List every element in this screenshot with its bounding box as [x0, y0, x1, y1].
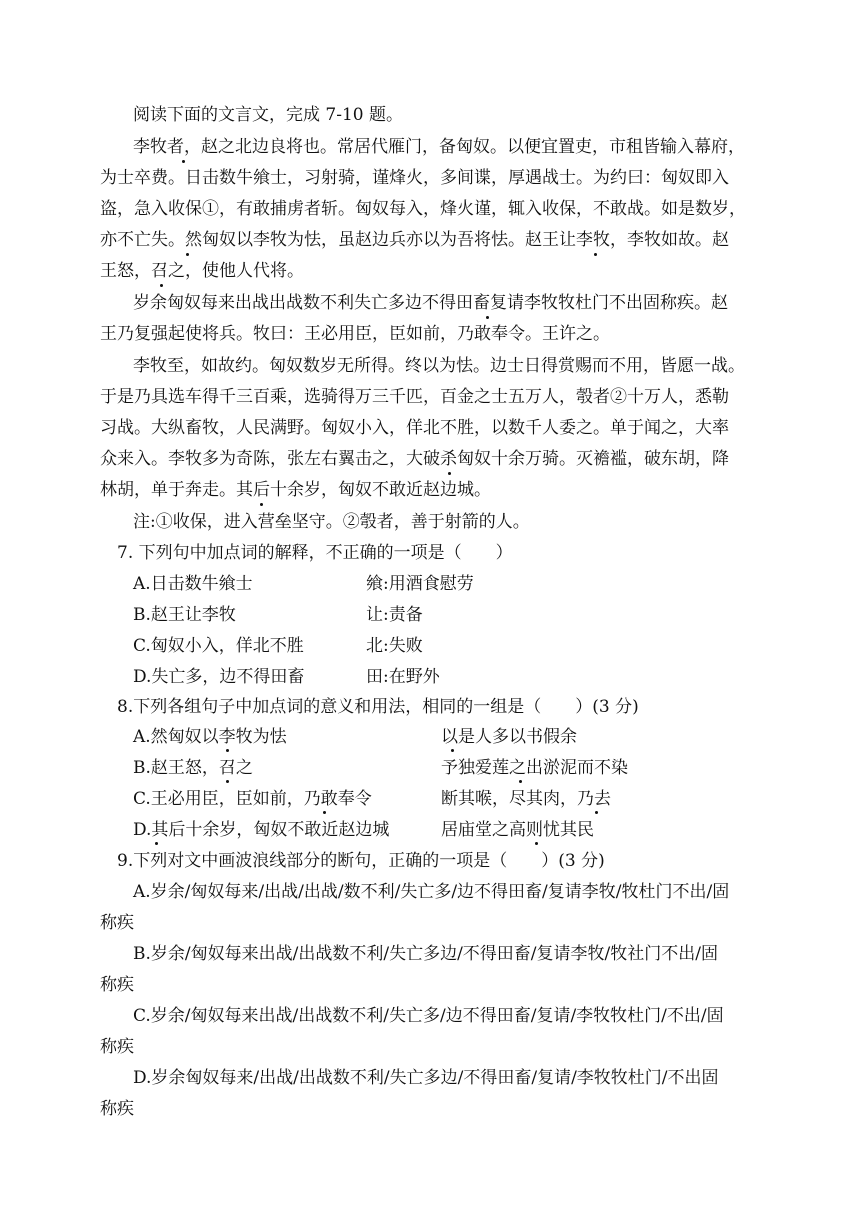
option-b-wrap: 称疾 [100, 975, 134, 995]
emphasis-dot [226, 780, 229, 783]
passage-line: 习战。大纵畜牧，人民满野。匈奴小入，佯北不胜，以数千人委之。单于闻之，大率 [100, 418, 729, 438]
option-c: C.岁余/匈奴每来出战/出战数不利/失亡多/边不得田畜/复请/李牧牧杜门/不出/固 [133, 1006, 724, 1026]
passage-line: 为士卒费。日击数牛飨士，习射骑，谨烽火，多间谍，厚遇战士。为约曰：匈奴即入 [100, 168, 729, 188]
passage-line: 王乃复强起使将兵。牧曰：王必用臣，臣如前，乃敢奉令。王许之。 [100, 324, 610, 344]
passage-line: 李牧至，如故约。匈奴数岁无所得。终以为怯。边士日得赏赐而不用，皆愿一战。 [133, 356, 745, 376]
emphasis-dot [486, 316, 489, 319]
option-a-wrap: 称疾 [100, 913, 134, 933]
option-c: C.王必用臣，臣如前，乃敢奉令 [133, 789, 372, 809]
passage-line: 亦不亡失。然匈奴以李牧为怯，虽赵边兵亦以为吾将怯。赵王让李牧，李牧如故。赵 [100, 230, 729, 250]
emphasis-dot [160, 284, 163, 287]
emphasis-dot [535, 842, 538, 845]
option-d-gloss: 田:在野外 [366, 667, 440, 687]
option-d-compare: 居庙堂之高则忧其民 [441, 820, 594, 840]
option-c: C.匈奴小入，佯北不胜 [133, 636, 304, 656]
emphasis-dot [182, 160, 185, 163]
option-b: B.赵王让李牧 [133, 605, 236, 625]
emphasis-dot [186, 253, 189, 256]
passage-line: 林胡，单于奔走。其后十余岁，匈奴不敢近赵边城。 [100, 480, 491, 500]
question-stem: 8.下列各组句子中加点词的意义和用法，相同的一组是（ ）(3 分) [117, 697, 639, 717]
option-c-gloss: 北:失败 [366, 636, 423, 656]
passage-line: 众来入。李牧多为奇陈，张左右翼击之，大破杀匈奴十余万骑。灭襜褴，破东胡，降 [100, 449, 729, 469]
option-a: A.岁余/匈奴每来/出战/出战/数不利/失亡多/边不得田畜/复请李牧/牧杜门不出/固 [133, 882, 730, 902]
option-d: D.岁余匈奴每来/出战/出战数不利/失亡多边/不得田畜/复请/李牧牧杜门/不出固 [133, 1068, 719, 1088]
emphasis-dot [155, 842, 158, 845]
option-c-wrap: 称疾 [100, 1037, 134, 1057]
option-b-compare: 予独爱莲之出淤泥而不染 [441, 758, 628, 778]
option-a-compare: 以是人多以书假余 [441, 727, 577, 747]
footnote: 注:①收保，进入营垒坚守。②彀者，善于射箭的人。 [133, 512, 530, 532]
emphasis-dot [594, 253, 597, 256]
emphasis-dot [323, 811, 326, 814]
emphasis-dot [519, 780, 522, 783]
emphasis-dot [260, 503, 263, 506]
option-a-gloss: 飨:用酒食慰劳 [366, 574, 474, 594]
question-stem: 7. 下列句中加点词的解释，不正确的一项是（ ） [117, 543, 513, 563]
option-b: B.赵王怒，召之 [133, 758, 253, 778]
intro-line: 阅读下面的文言文，完成 7-10 题。 [133, 105, 403, 125]
passage-line: 于是乃具选车得千三百乘，选骑得万三千匹，百金之士五万人，彀者②十万人，悉勒 [100, 387, 729, 407]
passage-line: 李牧者，赵之北边良将也。常居代雁门，备匈奴。以便宜置吏，市租皆输入幕府， [133, 137, 745, 157]
question-stem: 9.下列对文中画波浪线部分的断句，正确的一项是（ ）(3 分) [117, 851, 605, 871]
option-d: D.其后十余岁，匈奴不敢近赵边城 [133, 820, 390, 840]
passage-line: 王怒，召之，使他人代将。 [100, 261, 304, 281]
emphasis-dot [448, 472, 451, 475]
passage-line: 盗，急入收保①，有敢捕虏者斩。匈奴每入，烽火谨，辄入收保，不敢战。如是数岁， [100, 199, 746, 219]
emphasis-dot [226, 749, 229, 752]
passage-line: 岁余匈奴每来出战出战数不利失亡多边不得田畜复请李牧牧杜门不出固称疾。赵 [133, 293, 728, 313]
option-b: B.岁余/匈奴每来出战/出战数不利/失亡多边/不得田畜/复请李牧/牧社门不出/固 [133, 944, 718, 964]
emphasis-dot [451, 749, 454, 752]
option-c-compare: 断其喉，尽其肉，乃去 [441, 789, 611, 809]
option-a: A.日击数牛飨士 [133, 574, 253, 594]
option-a: A.然匈奴以李牧为怯 [133, 727, 287, 747]
option-d: D.失亡多，边不得田畜 [133, 667, 305, 687]
emphasis-dot [595, 811, 598, 814]
option-d-wrap: 称疾 [100, 1099, 134, 1119]
option-b-gloss: 让:责备 [366, 605, 423, 625]
